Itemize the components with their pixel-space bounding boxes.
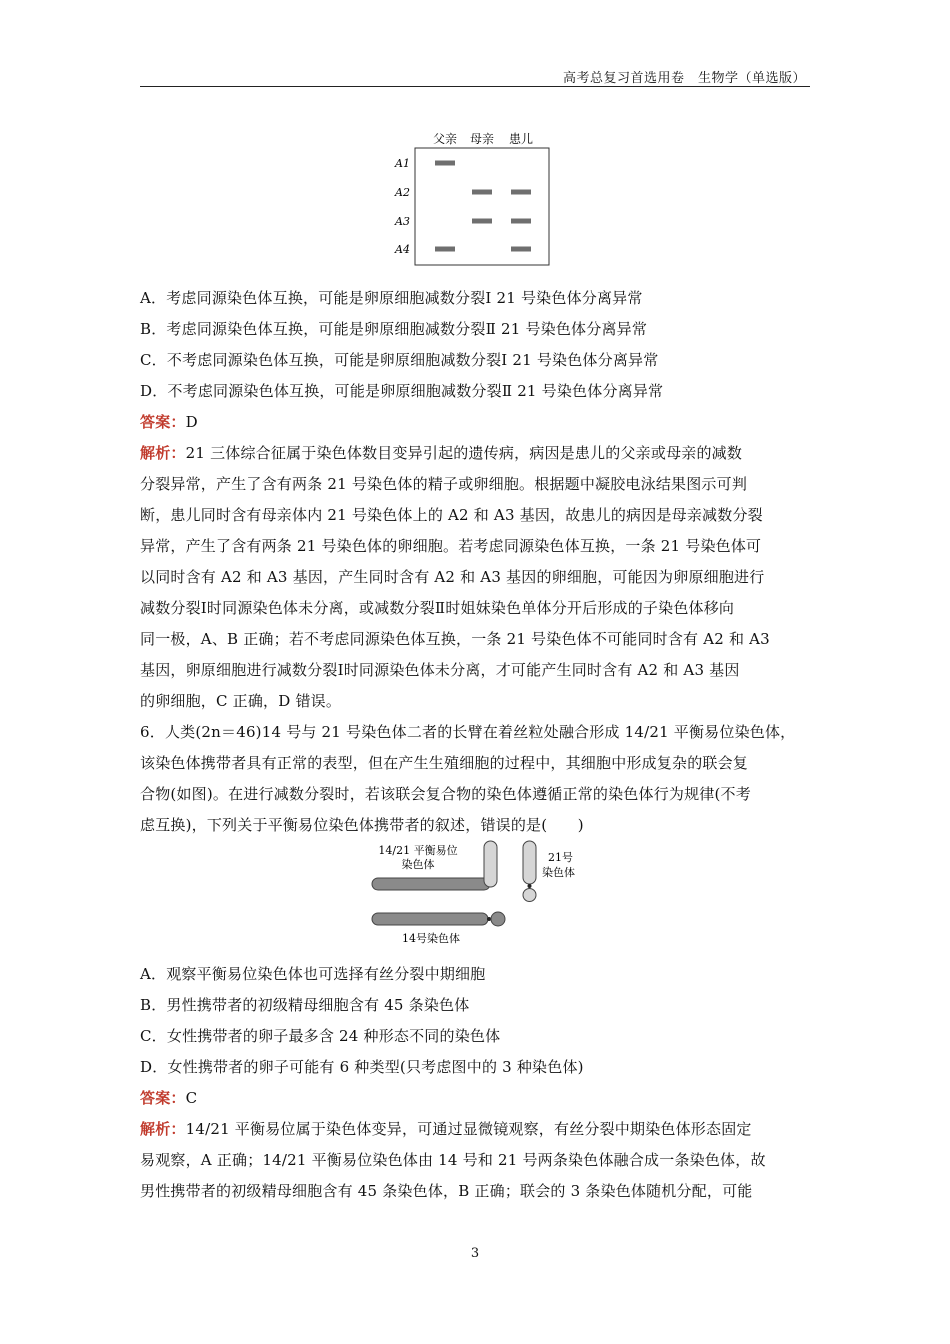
translocation-chromosome-vertical [484, 841, 497, 887]
q5-analysis-line-3: 断，患儿同时含有母亲体内 21 号染色体上的 A2 和 A3 基因，故患儿的病因是母亲减数分裂 [140, 506, 763, 524]
q5-analysis-line-1 [140, 443, 742, 463]
q5-analysis-line-4: 异常，产生了含有两条 21 号染色体的卵细胞。若考虑同源染色体互换，一条 21 号染色体可 [140, 537, 762, 555]
q6-analysis-line-3: 男性携带者的初级精母细胞含有 45 条染色体，B 正确；联会的 3 条染色体随机分配，可能 [140, 1182, 753, 1200]
q5-analysis-line-8: 基因，卵原细胞进行减数分裂Ⅰ时同源染色体未分离，才可能产生同时含有 A2 和 A3 基因 [140, 661, 740, 679]
row-label-a2: A2 [395, 186, 410, 199]
chromosome-21-arm [523, 841, 536, 884]
q6-option-a: A．观察平衡易位染色体也可选择有丝分裂中期细胞 [140, 965, 486, 983]
col-label-mother: 母亲 [469, 132, 495, 146]
q5-analysis-line-6: 减数分裂Ⅰ时同源染色体未分离，或减数分裂Ⅱ时姐妹染色单体分开后形成的子染色体移向 [140, 599, 735, 617]
q6-analysis-line-1 [140, 1119, 752, 1139]
q6-option-b: B．男性携带者的初级精母细胞含有 45 条染色体 [140, 996, 470, 1014]
chromosome-21-label-1: 21号 [548, 851, 573, 864]
translocation-label-2: 染色体 [401, 858, 435, 871]
band-child-a2 [511, 190, 531, 195]
row-label-a3: A3 [395, 215, 410, 228]
chromosome-14-centromere [487, 917, 491, 921]
chromosome-21-label-2: 染色体 [542, 866, 575, 879]
q5-answer [140, 412, 198, 432]
q6-answer [140, 1088, 197, 1108]
page-number: 3 [470, 1246, 480, 1261]
answer-label: 答案： [140, 413, 186, 431]
q6-analysis-line-2: 易观察，A 正确；14/21 平衡易位染色体由 14 号和 21 号两条染色体融合成一条染色体，故 [140, 1151, 766, 1169]
page-header [140, 66, 810, 87]
q5-option-d: D．不考虑同源染色体互换，可能是卵原细胞减数分裂Ⅱ 21 号染色体分离异常 [140, 382, 664, 400]
q5-option-a: A．考虑同源染色体互换，可能是卵原细胞减数分裂Ⅰ 21 号染色体分离异常 [140, 289, 643, 307]
q6-stem-line-3: 合物(如图)。在进行减数分裂时，若该联会复合物的染色体遵循正常的染色体行为规律(不考 [140, 785, 751, 803]
col-label-father: 父亲 [432, 132, 458, 146]
q6-stem-line-2: 该染色体携带者具有正常的表型，但在产生生殖细胞的过程中，其细胞中形成复杂的联会复 [140, 754, 749, 772]
row-label-a1: A1 [395, 157, 410, 170]
answer-value: C [185, 1089, 198, 1107]
band-father-a4 [435, 247, 455, 252]
q6-stem-line-4: 虑互换)，下列关于平衡易位染色体携带者的叙述，错误的是( ) [140, 816, 584, 834]
translocation-chromosome-horizontal [372, 878, 490, 890]
chromosome-21-short-arm [523, 889, 536, 902]
analysis-label: 解析： [140, 1120, 186, 1138]
q5-option-c: C．不考虑同源染色体互换，可能是卵原细胞减数分裂Ⅰ 21 号染色体分离异常 [140, 351, 659, 369]
chromosome-14-short-arm [491, 912, 505, 926]
q6-stem-line-1: 6．人类(2n＝46)14 号与 21 号染色体二者的长臂在着丝粒处融合形成 14/21 平衡易位染色体， [140, 723, 796, 741]
band-child-a4 [511, 247, 531, 252]
q6-option-c: C．女性携带者的卵子最多含 24 种形态不同的染色体 [140, 1027, 501, 1045]
q6-option-d: D．女性携带者的卵子可能有 6 种类型(只考虑图中的 3 种染色体) [140, 1058, 584, 1076]
chromosome-14-arm [372, 913, 488, 925]
band-father-a1 [435, 161, 455, 166]
q5-analysis-line-7: 同一极，A、B 正确；若不考虑同源染色体互换，一条 21 号染色体不可能同时含有 A2 和 A3 [140, 630, 770, 648]
chromosome-21-centromere [528, 884, 532, 888]
col-label-child: 患儿 [508, 132, 534, 146]
gel-electrophoresis-figure [385, 128, 555, 268]
analysis-label: 解析： [140, 444, 186, 462]
answer-label: 答案： [140, 1089, 186, 1107]
band-mother-a3 [472, 219, 492, 224]
analysis-text: 14/21 平衡易位属于染色体变异，可通过显微镜观察，有丝分裂中期染色体形态固定 [185, 1120, 752, 1138]
band-mother-a2 [472, 190, 492, 195]
q5-analysis-line-9: 的卵细胞，C 正确，D 错误。 [140, 692, 342, 710]
band-child-a3 [511, 219, 531, 224]
answer-value: D [185, 413, 198, 431]
q5-option-b: B．考虑同源染色体互换，可能是卵原细胞减数分裂Ⅱ 21 号染色体分离异常 [140, 320, 648, 338]
header-text: 高考总复习首选用卷 生物学（单选版） [562, 71, 806, 86]
q5-analysis-line-2: 分裂异常，产生了含有两条 21 号染色体的精子或卵细胞。根据题中凝胶电泳结果图示可判 [140, 475, 748, 493]
analysis-text: 21 三体综合征属于染色体数目变异引起的遗传病，病因是患儿的父亲或母亲的减数 [185, 444, 743, 462]
chromosome-figure [366, 838, 586, 950]
translocation-label-1: 14/21 平衡易位 [378, 844, 458, 857]
q5-analysis-line-5: 以同时含有 A2 和 A3 基因，产生同时含有 A2 和 A3 基因的卵细胞，可能因为卵原细胞进行 [140, 568, 765, 586]
chromosome-14-label: 14号染色体 [402, 932, 460, 945]
row-label-a4: A4 [395, 243, 410, 256]
